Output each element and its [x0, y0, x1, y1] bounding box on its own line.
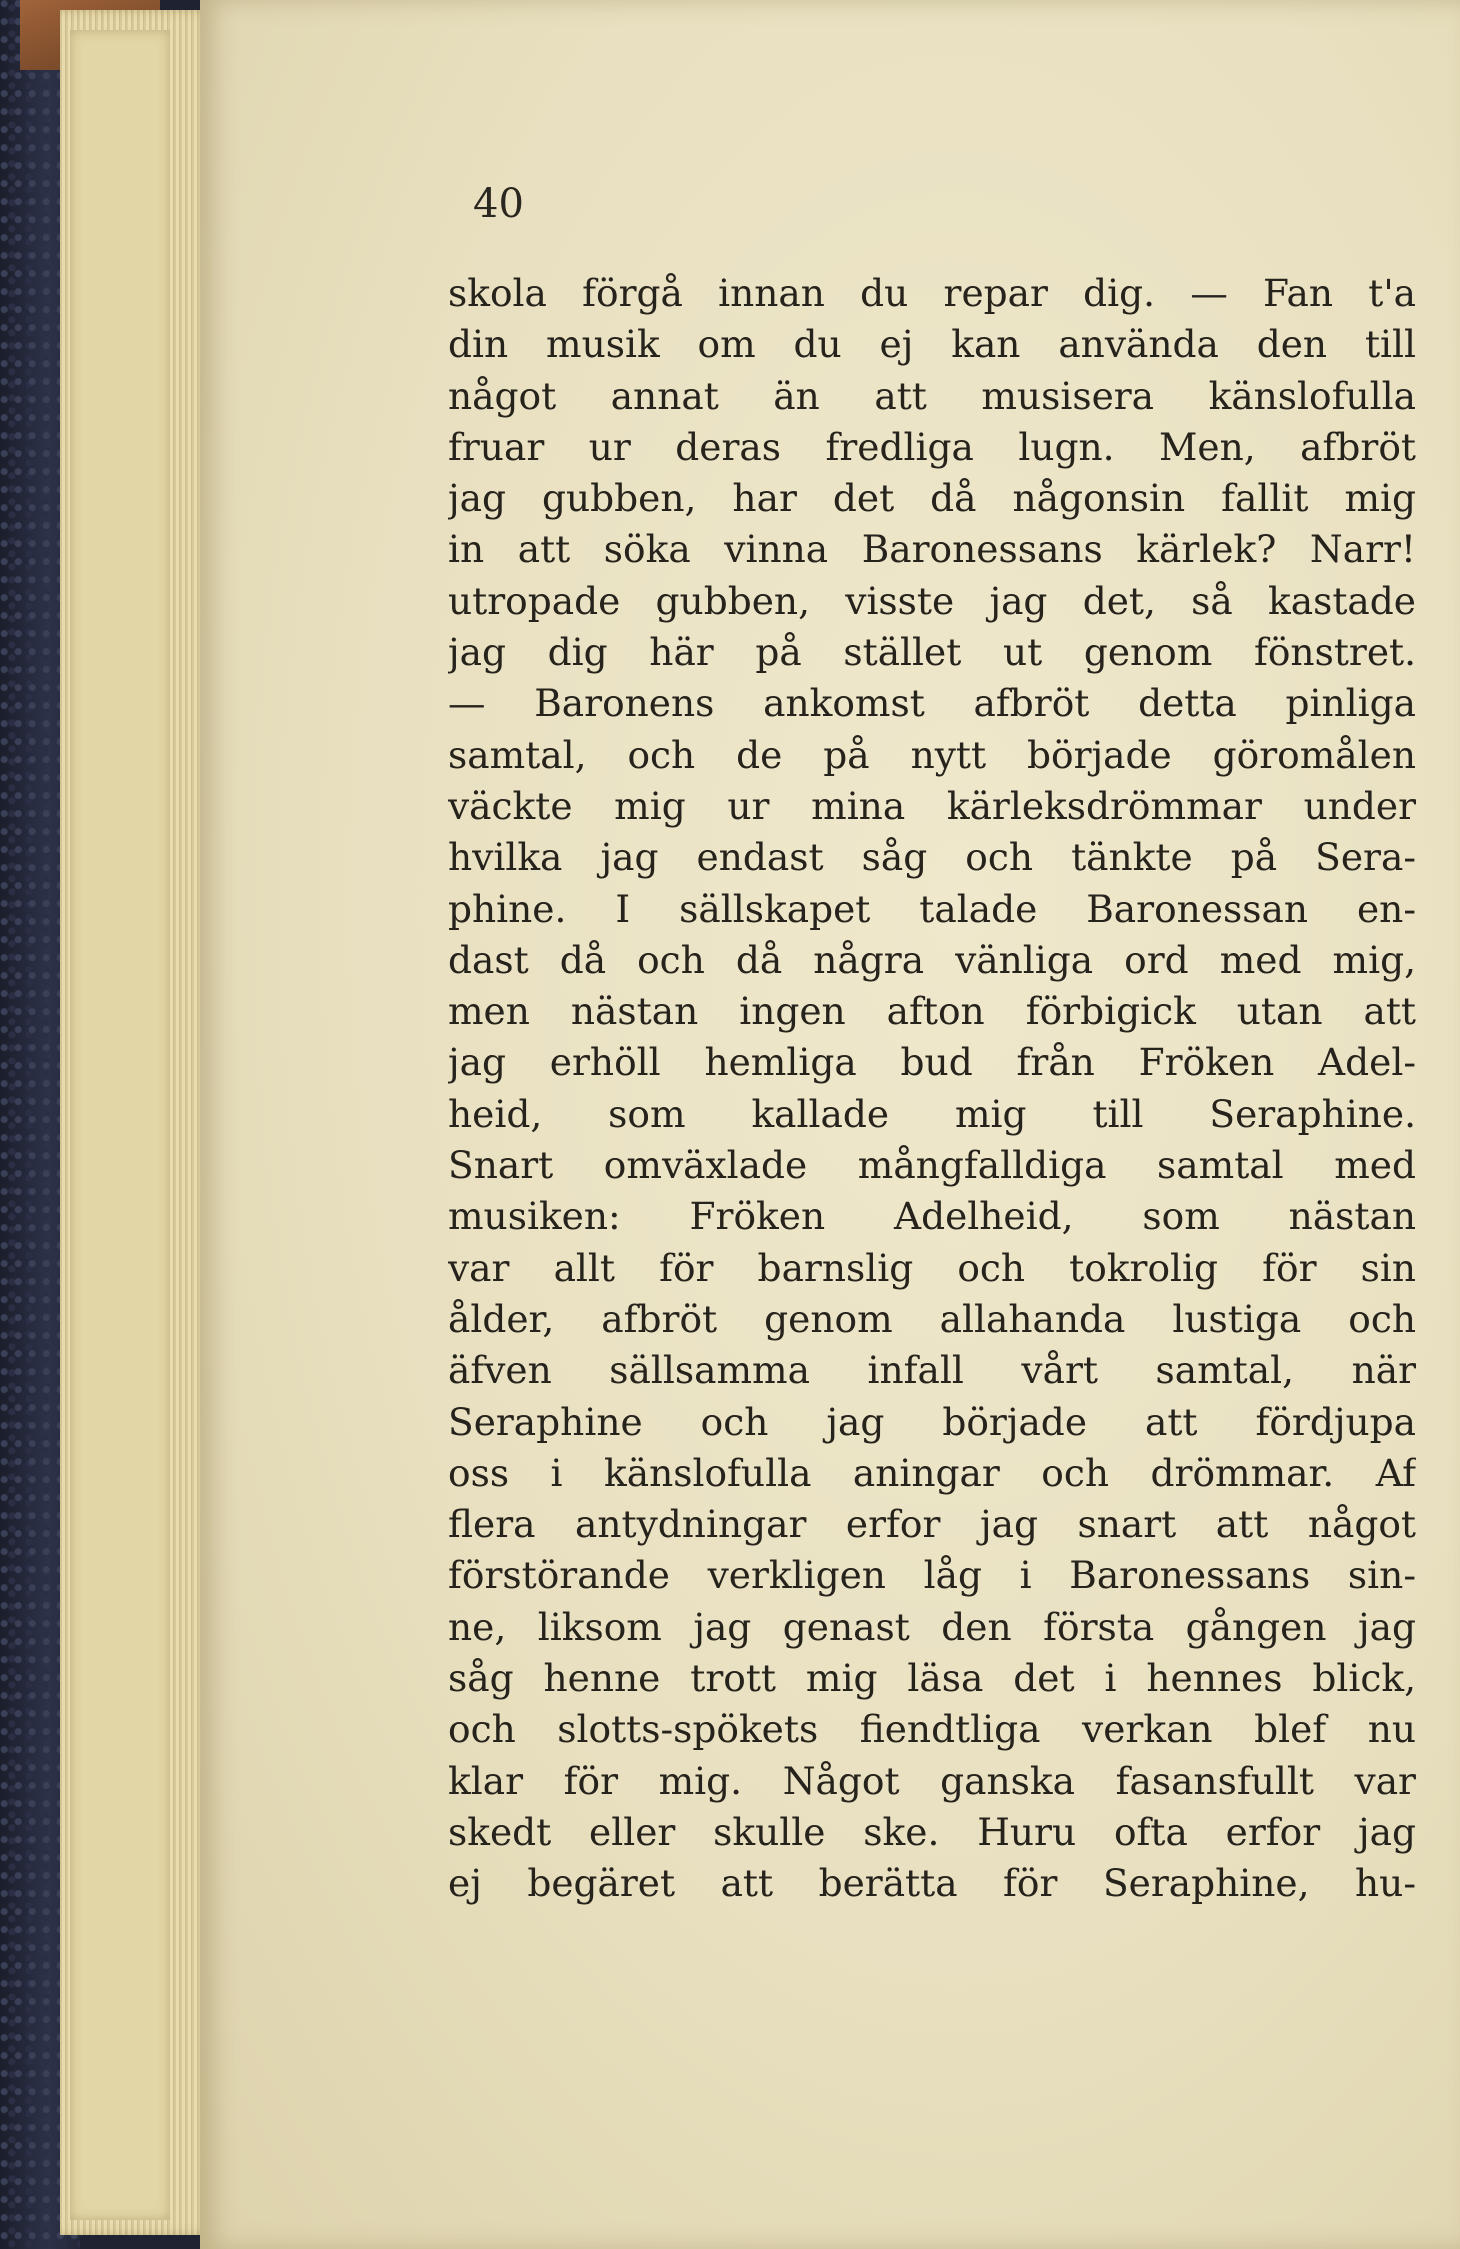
text-line: din musik om du ej kan använda den till	[448, 322, 1416, 367]
page-number: 40	[473, 181, 524, 227]
text-line: oss i känslofulla aningar och drömmar. Af	[448, 1450, 1416, 1495]
text-line: något annat än att musisera känslofulla	[448, 373, 1416, 418]
text-line: Seraphine och jag började att fördjupa	[448, 1399, 1416, 1444]
page-stack-edge	[70, 30, 170, 2220]
text-line: skola förgå innan du repar dig. — Fan t'a	[448, 271, 1416, 315]
text-line: förstörande verkligen låg i Baronessans sin-	[448, 1553, 1416, 1598]
text-line: musiken: Fröken Adelheid, som nästan	[448, 1194, 1416, 1239]
text-line: Snart omväxlade mångfalldiga samtal med	[448, 1143, 1416, 1188]
text-line: äfven sällsamma infall vårt samtal, när	[448, 1348, 1416, 1393]
text-line: jag dig här på stället ut genom fönstret.	[448, 630, 1416, 675]
text-line: skedt eller skulle ske. Huru ofta erfor jag	[448, 1809, 1416, 1854]
text-line: jag erhöll hemliga bud från Fröken Adel-	[448, 1040, 1416, 1085]
text-line: klar för mig. Något ganska fasansfullt var	[448, 1758, 1416, 1803]
text-line: flera antydningar erfor jag snart att något	[448, 1502, 1416, 1547]
text-line: men nästan ingen afton förbigick utan att	[448, 989, 1416, 1034]
text-line: hvilka jag endast såg och tänkte på Sera-	[448, 835, 1416, 880]
text-line: — Baronens ankomst afbröt detta pinliga	[448, 681, 1416, 726]
text-line: heid, som kallade mig till Seraphine.	[448, 1091, 1416, 1136]
text-line: fruar ur deras fredliga lugn. Men, afbröt	[448, 424, 1416, 469]
text-line: ej begäret att berätta för Seraphine, hu-	[448, 1861, 1416, 1906]
text-line: och slotts-spökets fiendtliga verkan blef nu	[448, 1707, 1416, 1752]
text-line: dast då och då några vänliga ord med mig,	[448, 937, 1416, 982]
text-line: utropade gubben, visste jag det, så kastade	[448, 578, 1416, 623]
text-line: samtal, och de på nytt började göromålen	[448, 732, 1416, 777]
text-line: ålder, afbröt genom allahanda lustiga och	[448, 1296, 1416, 1341]
text-line: phine. I sällskapet talade Baronessan en-	[448, 886, 1416, 931]
text-line: jag gubben, har det då någonsin fallit mig	[448, 476, 1416, 521]
text-line: var allt för barnslig och tokrolig för sin	[448, 1245, 1416, 1290]
text-line: väckte mig ur mina kärleksdrömmar under	[448, 783, 1416, 828]
page-body-text	[448, 268, 1416, 1910]
text-line: såg henne trott mig läsa det i hennes blick,	[448, 1656, 1416, 1701]
text-line: ne, liksom jag genast den första gången jag	[448, 1604, 1416, 1649]
text-line: in att söka vinna Baronessans kärlek? Narr!	[448, 527, 1416, 572]
